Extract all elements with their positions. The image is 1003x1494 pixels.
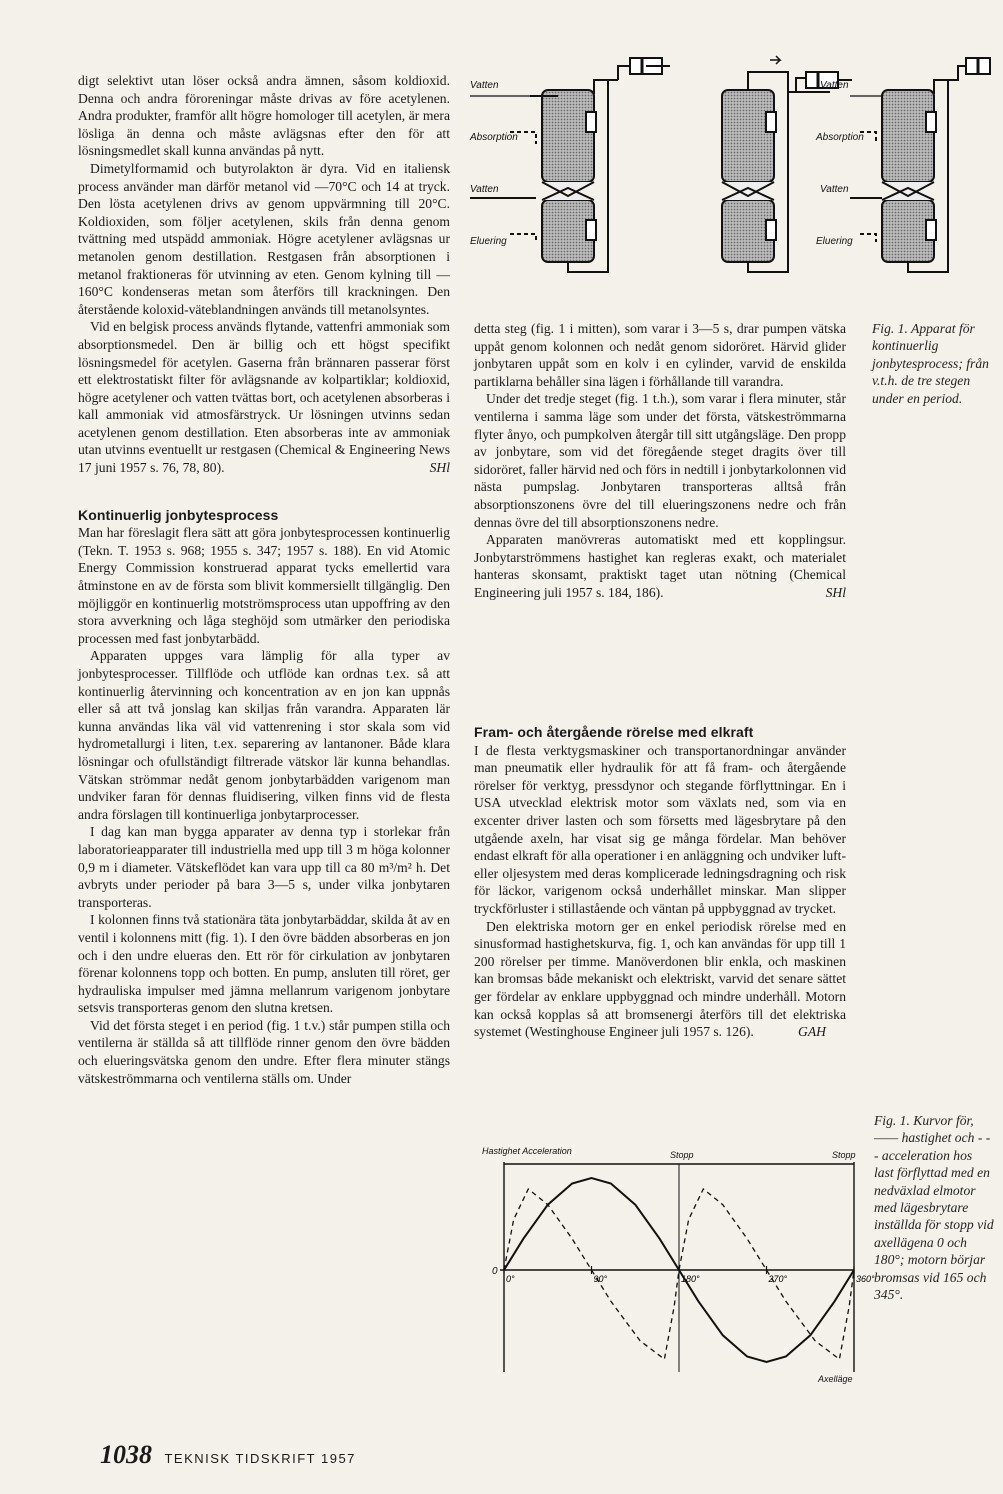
- label-eluering: Eluering: [816, 236, 853, 247]
- journal-title: TEKNISK TIDSKRIFT 1957: [164, 1451, 356, 1466]
- stop-annotation: Stopp: [832, 1150, 856, 1160]
- label-eluering: Eluering: [470, 236, 507, 247]
- paragraph: Man har föreslagit flera sätt att göra jonbytesprocessen kontinuerlig (Tekn. T. 1953 s. 968; 1955 s. 347; 1957 s. 188). En vid Atomic Energy Commission konstruerad apparat tycks emellertid vara åtminstone en av de första som blivit kommersiellt tillgänglig. Den möjliggör en kontinuerlig motströmsprocess utan uppoffring av den stora avverkning och låga steghöjd som utmärker den periodiska processen med fast jonbytarbädd.: [78, 525, 450, 646]
- paragraph: Vid det första steget i en period (fig. 1 t.v.) står pumpen stilla och ventilerna är ställda så att tillflöde rinner genom den övre bädden och elueringsvätska genom den undre. Efter flera minuter stängs vätskeströmmarna och ventilerna ställs om. Under: [78, 1017, 450, 1086]
- section-heading: Fram- och återgående rörelse med elkraft: [474, 724, 754, 740]
- label-vatten: Vatten: [820, 184, 849, 195]
- page-number: 1038: [100, 1440, 152, 1469]
- author-signature: SHl: [429, 460, 450, 476]
- paragraph: detta steg (fig. 1 i mitten), som varar i 3—5 s, drar pumpen vätska uppåt genom kolonnen och nedåt genom sidoröret. Härvid glider jonbytaren uppåt som en kolv i en cylinder, varvid de enskilda partiklarna behåller sina lägen i förhållande till varandra.: [474, 321, 846, 389]
- paragraph: Dimetylformamid och butyrolakton är dyra. Vid en italiensk process använder man därför metanol vid —70°C och 14 at tryck. Den lösta acetylenen drivs av genom uppvärmning till 20°C. Koldioxiden, som följer acetylenen, skils från denna genom tvättning med utspädd ammoniak. Högre acetylener avlägsnas ur metanolen genom destillation. Restgasen från absorptionen i metanol fraktioneras för utvinning av eten. Genom kylning till —160°C kondenseras metan som återförs till krackningen. Den återstående koloxid-väteblandningen används till metanolsyntes.: [78, 160, 450, 317]
- apparatus-step-3: [850, 58, 990, 272]
- ion-exchange-apparatus-figure: [470, 52, 990, 314]
- paragraph: I dag kan man bygga apparater av denna typ i storlekar från laboratorieapparater till industriella med upp till 3 m höga kolonner 0,9 m i diameter. Vätskeflödet kan vara upp till ca 80 m³/m² h. Det avbryts under perioder på bara 3—5 s, under vilka jonbytaren transporteras.: [78, 824, 450, 910]
- label-vatten: Vatten: [820, 80, 849, 91]
- absorption-bed: [882, 90, 934, 182]
- x-axis-label: Axelläge: [818, 1374, 853, 1384]
- label-vatten: Vatten: [470, 80, 499, 91]
- paragraph: I kolonnen finns två stationära täta jonbytarbäddar, skilda åt av en ventil i kolonnens mitt (fig. 1). I den övre bädden absorberas en jon och i den undre elueras den. Ett rör för cirkulation av jonbytaren förenar kolonnens topp och botten. En pump, ansluten till röret, ger hydrauliska impulser med jämna mellanrum varigenom jonbytare setsvis transporteras genom den slutna kretsen.: [78, 912, 450, 1016]
- page-footer: [100, 1440, 356, 1470]
- paragraph: I de flesta verktygsmaskiner och transportanordningar använder man pneumatik eller hydraulik för att få fram- och återgående rörelser för verktyg, pressdynor och stegande förflyttningar. En i USA utvecklad elektrisk motor som växlats ned, som via en excenter driver lasten och som försetts med lägesbrytare på den utgående axeln, har visat sig ge många fördelar. Man behöver endast elkraft för alla operationer i en anläggning och undviker luft- eller oljesystem med deras komplicerade ledningsdragning och risk för läckor, varigenom också underhållet minskar. Man slipper tryckförluster i stillastående och väntan på uppbyggnad av trycket.: [474, 742, 846, 916]
- x-tick-label: 0°: [506, 1274, 515, 1284]
- y-axis-label: Hastighet Acceleration: [482, 1146, 572, 1156]
- x-tick-label: 90°: [593, 1274, 608, 1284]
- paragraph: digt selektivt utan löser också andra ämnen, såsom koldioxid. Denna och andra föroreningar måste drivas av före acetylenen. Andra produkter, framför allt högre homologer till acetylen, är mera lösliga än denna och måste avlägsnas efter den för att lösningsmedlet skall kunna användas på nytt.: [78, 73, 450, 159]
- x-tick-label: 360°: [856, 1274, 875, 1284]
- x-tick-label: 180°: [681, 1274, 700, 1284]
- paragraph: [474, 531, 846, 601]
- figure-caption: Fig. 1. Kurvor för, —— hastighet och - - - acceleration hos last förflyttad med en nedväxlad elmotor med lägesbrytare inställda för stopp vid axellägena 0 och 180°; motorn börjar bromsas vid 165 och 345°.: [874, 1113, 994, 1303]
- velocity-acceleration-chart: [478, 1146, 875, 1386]
- paragraph: [474, 918, 846, 1041]
- figure-caption: Fig. 1. Apparat för kontinuerlig jonbytesprocess; från v.t.h. de tre stegen under en period.: [872, 321, 989, 406]
- right-column-top: [474, 320, 846, 602]
- absorption-bed: [542, 90, 594, 182]
- left-column: [78, 72, 450, 1087]
- label-vatten: Vatten: [470, 184, 499, 195]
- origin-label: 0: [492, 1266, 498, 1277]
- paragraph: Under det tredje steget (fig. 1 t.h.), som varar i flera minuter, står ventilerna i samma läge som under det första, vätskeströmmarna flyter ånyo, och pumpkolven återgår till sitt utgångsläge. Den propp av jonbytare, som vid det föregående steget dragits över till sidoröret, faller härvid ned och förs in nedtill i jonbytarkolonnen vid nästa pumpslag. Jonbytaren transporteras alltså från absorptionszonens övre del till elueringszonens nedre och från dennas övre del till absorptionszonens nedre.: [474, 391, 846, 530]
- paragraph: [78, 318, 450, 476]
- label-absorption: Absorption: [470, 132, 518, 143]
- paragraph-text: Den elektriska motorn ger en enkel periodisk rörelse med en sinusformad hastighetskurva, fig. 1, och kan användas för upp till 1 200 rörelser per timme. Manöverdonen blir enkla, och maskinen kan bromsas både mekaniskt och elektriskt, varvid det senare sättet ger fördelar av enklare uppbyggnad och mindre underhåll. Motorn kan också kopplas så att bromsenergi återförs till det elektriska systemet (Westinghouse Engineer juli 1957 s. 126).: [474, 918, 846, 1040]
- stop-annotation: Stopp: [670, 1150, 694, 1160]
- author-signature: GAH: [798, 1024, 826, 1040]
- section-heading: Kontinuerlig jonbytesprocess: [78, 506, 279, 523]
- absorption-bed: [722, 90, 774, 182]
- label-absorption: Absorption: [816, 132, 864, 143]
- paragraph: Apparaten uppges vara lämplig för alla typer av jonbytesprocesser. Tillflöde och utflöde kan ordnas t.ex. så att kontinuerlig återvinning och koncentration av en jon kan uppnås eller så att två jonslag kan skiljas från varandra. Apparaten lär kunna användas lika väl vid vattenrening i stor skala som vid hydrometallurgi i liten, t.ex. separering av lantanoner. Både klara lösningar och ofullständigt filtrerade vätskor lär kunna behandlas. Vätskan strömmar nedåt genom jonbytarbädden varigenom man undviker faran för dennas fluidisering, vilken finns vid de flesta andra förslagen till kontinuerliga jonbytarprocesser.: [78, 648, 450, 822]
- paragraph-text: Apparaten manövreras automatiskt med ett kopplingsur. Jonbytarströmmens hastighet kan regleras exakt, och materialet hanteras skonsamt, praktiskt taget utan nötning (Chemical Engineering juli 1957 s. 184, 186).: [474, 532, 846, 600]
- author-signature: SHl: [825, 584, 846, 600]
- paragraph-text: Vid en belgisk process används flytande, vattenfri ammoniak som absorptionsmedel. Den är billig och ett högst specifikt lösningsmedel för acetylen. Gaserna från brännaren passerar först ett elektrostatiskt filter för avlägsnande av kolpartiklar; koldioxid, högre acetylener och vatten tvättas bort, och acetylenen absorberas i kall ammoniak vid atmosfärstryck. Ur lösningen utvinns sedan acetylenen genom destillation. Eten absorberas inte av ammoniak utan utvinns eventuellt ur restgasen (Chemical & Engineering News 17 juni 1957 s. 76, 78, 80).: [78, 319, 450, 476]
- right-column-bottom: [474, 724, 846, 1041]
- x-tick-label: 270°: [768, 1274, 788, 1284]
